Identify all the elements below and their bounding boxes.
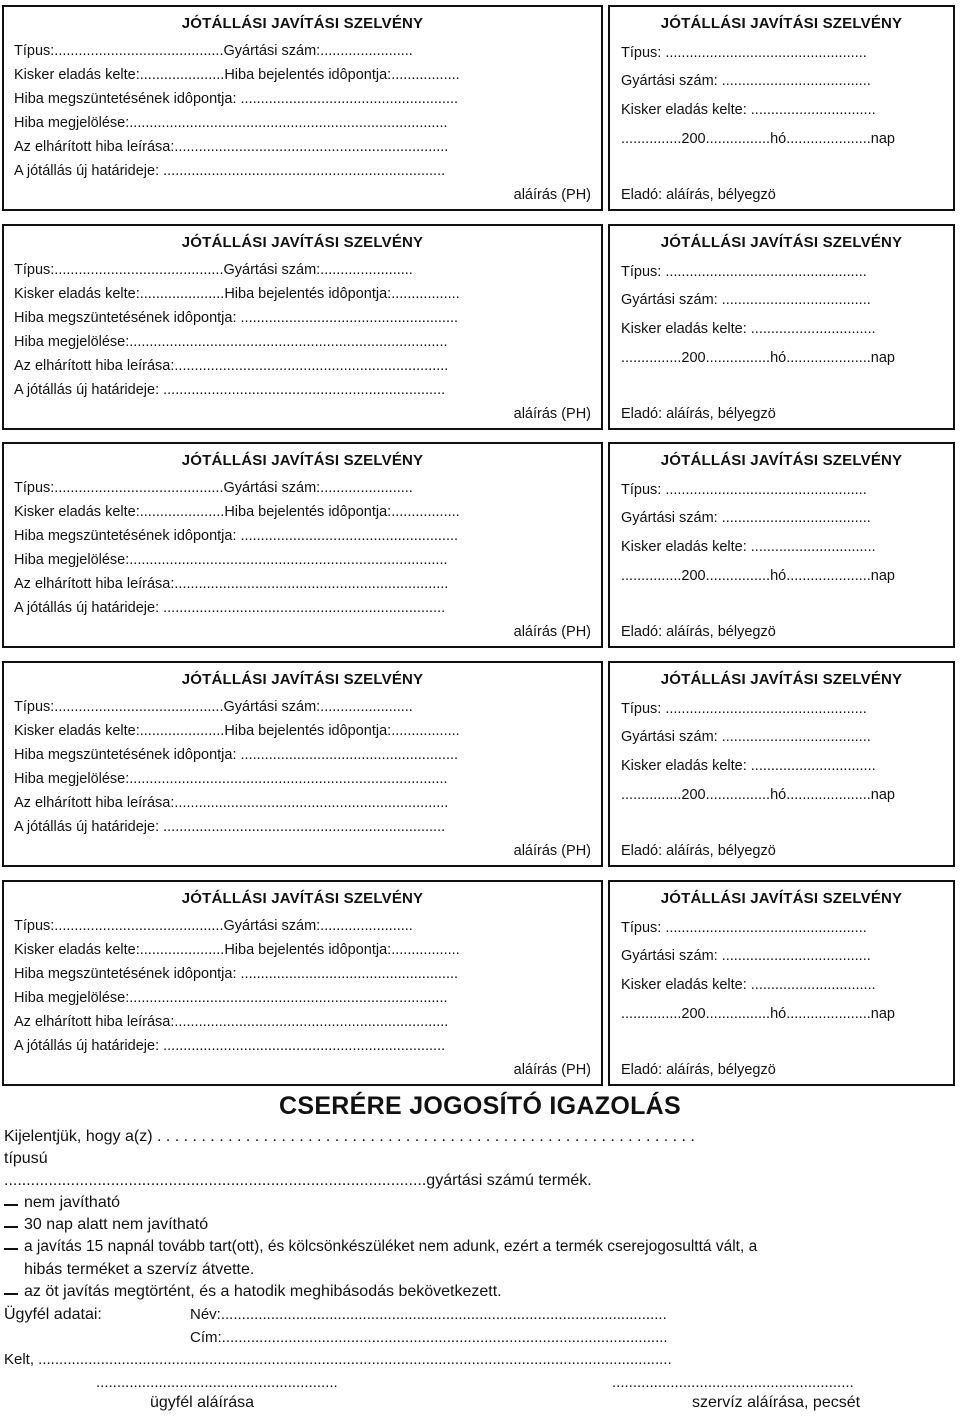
fix-date-line: Hiba megszüntetésének idôpontja: ...................................................... xyxy=(14,528,459,544)
reason-item-continued: hibás terméket a szervíz átvette. xyxy=(24,1261,255,1278)
type-serial-line: Típus:..........................................Gyártási szám:....................... xyxy=(14,262,413,278)
customer-name-line: Név:........................................................................................................... xyxy=(190,1306,667,1323)
serial-product-line: ...............................................................................................gyártási számú termék. xyxy=(4,1172,592,1189)
fault-line: Hiba megjelölése:............................................................................... xyxy=(14,115,448,131)
fix-date-line: Hiba megszüntetésének idôpontja: ...................................................... xyxy=(14,747,459,763)
type-line: Típus: .................................................. xyxy=(621,701,867,717)
type-label: típusú xyxy=(4,1150,48,1167)
serial-line: Gyártási szám: ..................................... xyxy=(621,73,871,89)
customer-signature-dots: .......................................................... xyxy=(96,1374,338,1391)
type-serial-line: Típus:..........................................Gyártási szám:....................... xyxy=(14,918,413,934)
coupon-right-title: JÓTÁLLÁSI JAVÍTÁSI SZELVÉNY xyxy=(660,15,903,32)
coupon-right xyxy=(608,880,955,1086)
coupon-row xyxy=(0,880,960,1092)
coupon-row xyxy=(0,5,960,217)
coupon-right-title: JÓTÁLLÁSI JAVÍTÁSI SZELVÉNY xyxy=(660,890,903,907)
place-date-line: Kelt, ........................................................................................................................................................ xyxy=(4,1351,672,1368)
repair-description-line: Az elhárított hiba leírása:.................................................................... xyxy=(14,139,449,155)
date-line: ...............200................hó.....................nap xyxy=(621,1006,895,1022)
coupon-left xyxy=(2,661,603,867)
serial-line: Gyártási szám: ..................................... xyxy=(621,948,871,964)
replacement-title: CSERÉRE JOGOSÍTÓ IGAZOLÁS xyxy=(279,1092,681,1120)
sale-date-line: Kisker eladás kelte: ............................... xyxy=(621,977,876,993)
coupon-right-title: JÓTÁLLÁSI JAVÍTÁSI SZELVÉNY xyxy=(660,234,903,251)
repair-description-line: Az elhárított hiba leírása:.................................................................... xyxy=(14,358,449,374)
fault-line: Hiba megjelölése:............................................................................... xyxy=(14,552,448,568)
coupon-left-title: JÓTÁLLÁSI JAVÍTÁSI SZELVÉNY xyxy=(181,452,424,469)
new-deadline-line: A jótállás új határideje: ...................................................................... xyxy=(14,819,446,835)
signature-label: aláírás (PH) xyxy=(513,187,591,203)
fault-line: Hiba megjelölése:............................................................................... xyxy=(14,334,448,350)
seller-label: Eladó: aláírás, bélyegzö xyxy=(621,1062,776,1078)
signature-label: aláírás (PH) xyxy=(513,843,591,859)
sale-date-line: Kisker eladás kelte: ............................... xyxy=(621,539,876,555)
type-serial-line: Típus:..........................................Gyártási szám:....................... xyxy=(14,699,413,715)
fix-date-line: Hiba megszüntetésének idôpontja: ...................................................... xyxy=(14,310,459,326)
serial-line: Gyártási szám: ..................................... xyxy=(621,510,871,526)
reason-item: nem javítható xyxy=(24,1194,121,1211)
reason-item: a javítás 15 napnál tovább tart(ott), és kölcsönkészüléket nem adunk, ezért a termék cserejogosulttá vált, a xyxy=(24,1238,758,1255)
customer-signature-label: ügyfél aláírása xyxy=(150,1394,255,1411)
dash-bullet xyxy=(4,1226,18,1228)
seller-label: Eladó: aláírás, bélyegzö xyxy=(621,187,776,203)
serial-line: Gyártási szám: ..................................... xyxy=(621,729,871,745)
serial-line: Gyártási szám: ..................................... xyxy=(621,292,871,308)
type-line: Típus: .................................................. xyxy=(621,264,867,280)
sale-report-line: Kisker eladás kelte:.....................Hiba bejelentés idôpontja:................. xyxy=(14,504,460,520)
sale-report-line: Kisker eladás kelte:.....................Hiba bejelentés idôpontja:................. xyxy=(14,286,460,302)
coupon-left-title: JÓTÁLLÁSI JAVÍTÁSI SZELVÉNY xyxy=(181,671,424,688)
new-deadline-line: A jótállás új határideje: ...................................................................... xyxy=(14,1038,446,1054)
sale-report-line: Kisker eladás kelte:.....................Hiba bejelentés idôpontja:................. xyxy=(14,723,460,739)
coupon-right xyxy=(608,224,955,430)
coupon-row xyxy=(0,661,960,873)
coupon-left-title: JÓTÁLLÁSI JAVÍTÁSI SZELVÉNY xyxy=(181,890,424,907)
sale-date-line: Kisker eladás kelte: ............................... xyxy=(621,321,876,337)
new-deadline-line: A jótállás új határideje: ...................................................................... xyxy=(14,163,446,179)
date-line: ...............200................hó.....................nap xyxy=(621,131,895,147)
dash-bullet xyxy=(4,1248,18,1250)
type-serial-line: Típus:..........................................Gyártási szám:....................... xyxy=(14,43,413,59)
coupon-left-title: JÓTÁLLÁSI JAVÍTÁSI SZELVÉNY xyxy=(181,234,424,251)
date-line: ...............200................hó.....................nap xyxy=(621,568,895,584)
coupon-right xyxy=(608,442,955,648)
coupon-left-title: JÓTÁLLÁSI JAVÍTÁSI SZELVÉNY xyxy=(181,15,424,32)
reason-item: 30 nap alatt nem javítható xyxy=(24,1216,209,1233)
coupon-row xyxy=(0,442,960,654)
service-signature-label: szervíz aláírása, pecsét xyxy=(692,1394,861,1411)
service-signature-dots: .......................................................... xyxy=(612,1374,854,1391)
coupon-right-title: JÓTÁLLÁSI JAVÍTÁSI SZELVÉNY xyxy=(660,452,903,469)
customer-data-label: Ügyfél adatai: xyxy=(4,1306,102,1323)
fault-line: Hiba megjelölése:............................................................................... xyxy=(14,990,448,1006)
coupon-right-title: JÓTÁLLÁSI JAVÍTÁSI SZELVÉNY xyxy=(660,671,903,688)
dash-bullet xyxy=(4,1204,18,1206)
dash-bullet xyxy=(4,1293,18,1295)
seller-label: Eladó: aláírás, bélyegzö xyxy=(621,406,776,422)
coupon-right xyxy=(608,5,955,211)
fault-line: Hiba megjelölése:............................................................................... xyxy=(14,771,448,787)
coupon-left xyxy=(2,224,603,430)
repair-description-line: Az elhárított hiba leírása:.................................................................... xyxy=(14,576,449,592)
sale-report-line: Kisker eladás kelte:.....................Hiba bejelentés idôpontja:................. xyxy=(14,67,460,83)
signature-label: aláírás (PH) xyxy=(513,1062,591,1078)
type-line: Típus: .................................................. xyxy=(621,920,867,936)
signature-label: aláírás (PH) xyxy=(513,406,591,422)
type-line: Típus: .................................................. xyxy=(621,45,867,61)
declaration-line: Kijelentjük, hogy a(z) . . . . . . . . . . . . . . . . . . . . . . . . . . . . . . . . . . . . . . . . . . . . . . . . . . . . . . . . . . . . . xyxy=(4,1128,695,1145)
sale-report-line: Kisker eladás kelte:.....................Hiba bejelentés idôpontja:................. xyxy=(14,942,460,958)
coupon-left xyxy=(2,880,603,1086)
seller-label: Eladó: aláírás, bélyegzö xyxy=(621,624,776,640)
new-deadline-line: A jótállás új határideje: ...................................................................... xyxy=(14,382,446,398)
date-line: ...............200................hó.....................nap xyxy=(621,350,895,366)
sale-date-line: Kisker eladás kelte: ............................... xyxy=(621,758,876,774)
coupon-left xyxy=(2,442,603,648)
new-deadline-line: A jótállás új határideje: ...................................................................... xyxy=(14,600,446,616)
fix-date-line: Hiba megszüntetésének idôpontja: ...................................................... xyxy=(14,966,459,982)
coupon-right xyxy=(608,661,955,867)
repair-description-line: Az elhárított hiba leírása:.................................................................... xyxy=(14,795,449,811)
type-serial-line: Típus:..........................................Gyártási szám:....................... xyxy=(14,480,413,496)
sale-date-line: Kisker eladás kelte: ............................... xyxy=(621,102,876,118)
signature-label: aláírás (PH) xyxy=(513,624,591,640)
repair-description-line: Az elhárított hiba leírása:.................................................................... xyxy=(14,1014,449,1030)
coupon-left xyxy=(2,5,603,211)
customer-address-line: Cím:........................................................................................................... xyxy=(190,1329,668,1346)
coupon-row xyxy=(0,224,960,436)
type-line: Típus: .................................................. xyxy=(621,482,867,498)
seller-label: Eladó: aláírás, bélyegzö xyxy=(621,843,776,859)
reason-item: az öt javítás megtörtént, és a hatodik meghibásodás bekövetkezett. xyxy=(24,1283,502,1300)
date-line: ...............200................hó.....................nap xyxy=(621,787,895,803)
fix-date-line: Hiba megszüntetésének idôpontja: ...................................................... xyxy=(14,91,459,107)
